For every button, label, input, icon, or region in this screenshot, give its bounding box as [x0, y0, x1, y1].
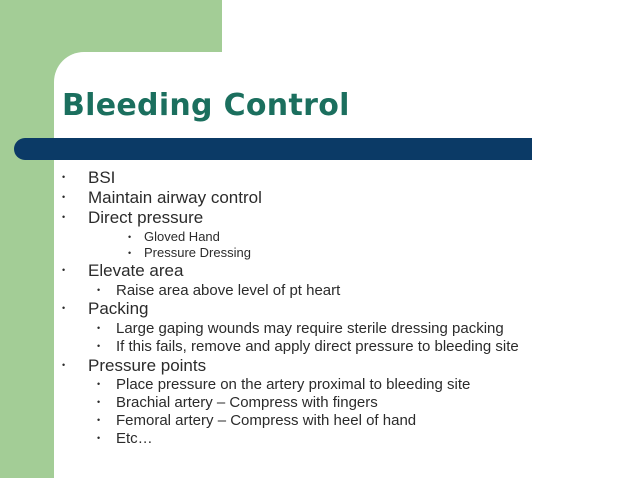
bullet-marker: •: [97, 379, 101, 389]
bullet-item-level-2: Large gaping wounds may require sterile dressing packing: [116, 320, 504, 337]
bullet-marker: •: [62, 360, 66, 370]
bullet-item-level-2: Femoral artery – Compress with heel of hand: [116, 412, 417, 429]
bullet-item-level-1: Elevate area: [88, 261, 184, 280]
bullet-marker: •: [62, 192, 66, 202]
bullet-item-level-1: Direct pressure: [88, 208, 204, 227]
bullet-marker: •: [128, 248, 132, 258]
bullet-marker: •: [128, 232, 132, 242]
bullet-item-level-3: Gloved Hand: [144, 229, 220, 244]
bullet-marker: •: [62, 303, 66, 313]
bullet-marker: •: [62, 172, 66, 182]
slide-title: Bleeding Control: [62, 88, 350, 123]
bullet-item-level-1: BSI: [88, 168, 116, 187]
bullet-item-level-3: Pressure Dressing: [144, 245, 251, 260]
bullet-item-level-1: Maintain airway control: [88, 188, 262, 207]
bullet-item-level-2: Brachial artery – Compress with fingers: [116, 394, 378, 411]
bullet-marker: •: [62, 265, 66, 275]
bullet-marker: •: [97, 341, 101, 351]
bullet-item-level-1: Packing: [88, 299, 149, 318]
bullet-marker: •: [97, 285, 101, 295]
bullet-item-level-2: If this fails, remove and apply direct pressure to bleeding site: [116, 338, 519, 355]
bullet-item-level-1: Pressure points: [88, 356, 207, 375]
bullet-item-level-2: Place pressure on the artery proximal to bleeding site: [116, 376, 471, 393]
bullet-marker: •: [97, 433, 101, 443]
bullet-item-level-2: Raise area above level of pt heart: [116, 282, 341, 299]
bullet-item-level-2: Etc…: [116, 430, 153, 447]
bullet-marker: •: [97, 397, 101, 407]
bullet-marker: •: [97, 415, 101, 425]
bullet-marker: •: [62, 212, 66, 222]
bullet-marker: •: [97, 323, 101, 333]
